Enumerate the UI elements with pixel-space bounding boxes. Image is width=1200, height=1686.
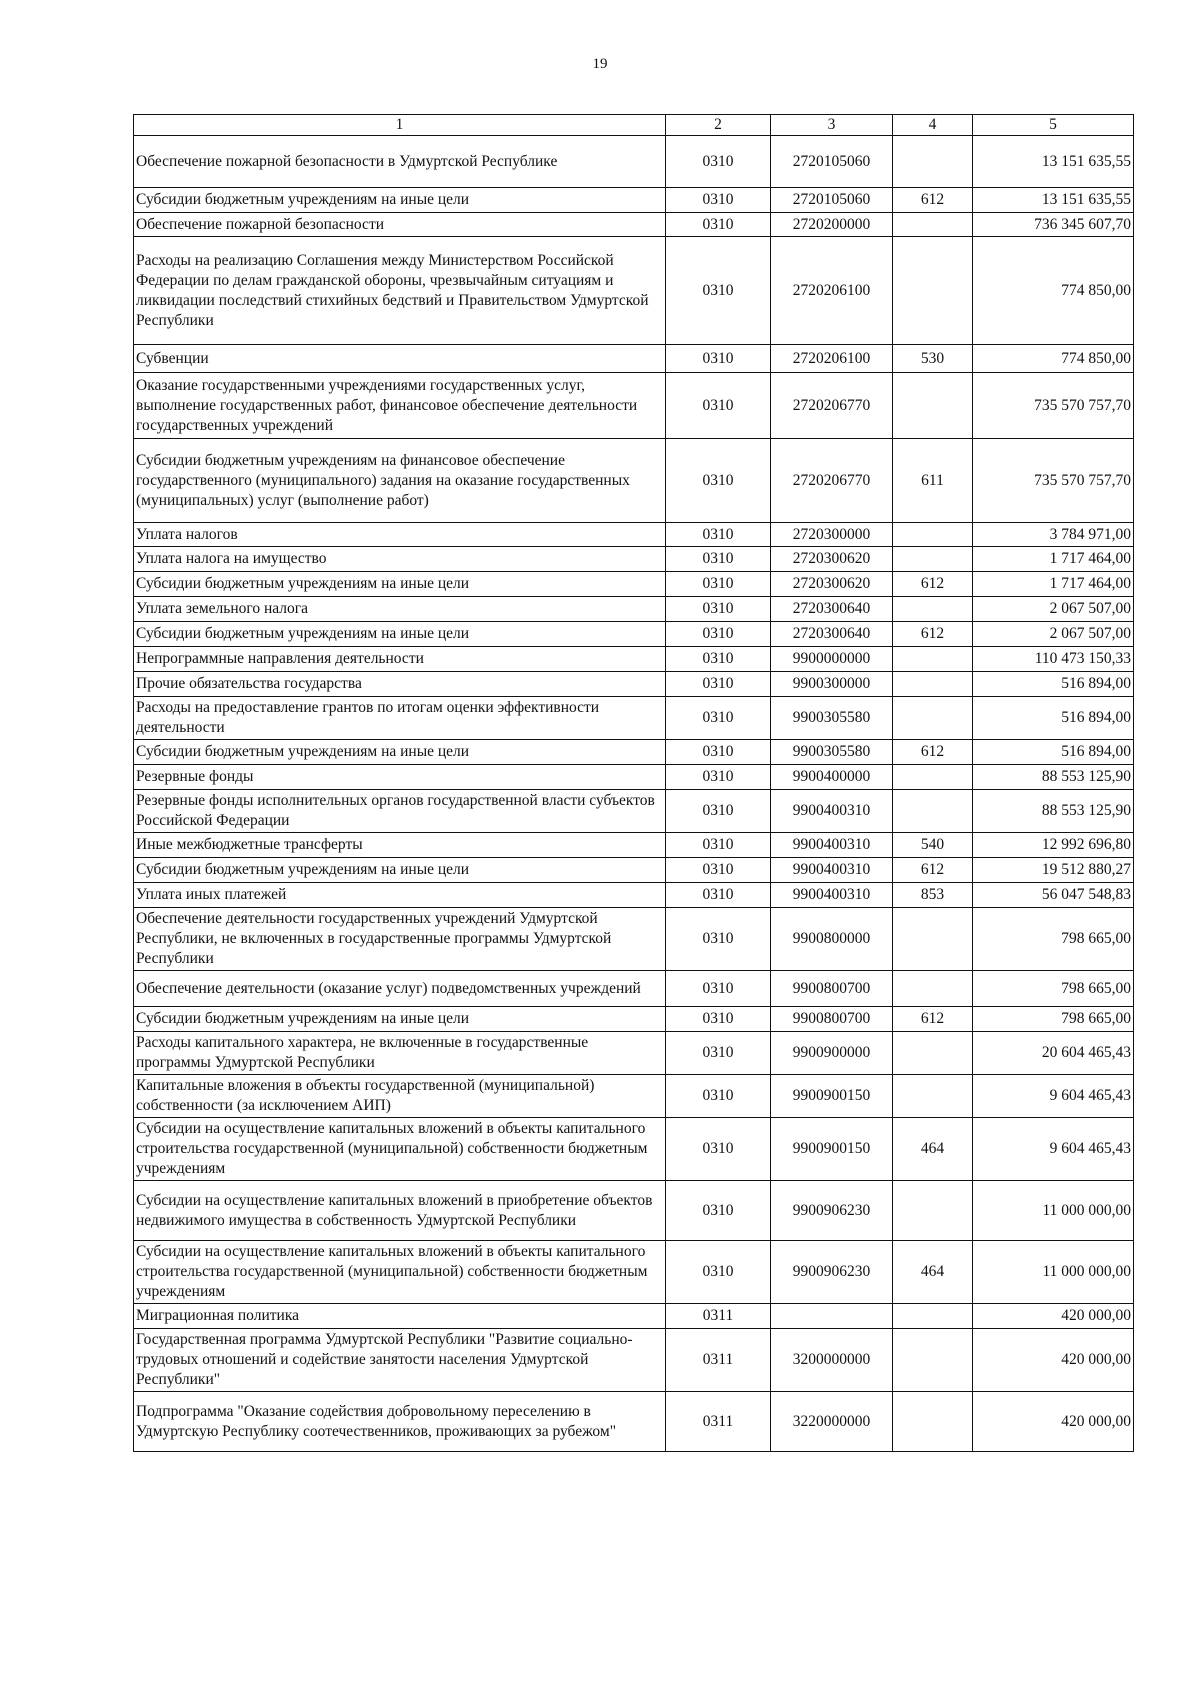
- row-name: Уплата налога на имущество: [134, 547, 666, 572]
- table-row: [134, 765, 1134, 790]
- table-row: [134, 858, 1134, 883]
- row-expense-type: [893, 547, 973, 572]
- row-name: Прочие обязательства государства: [134, 672, 666, 697]
- row-amount: 1 717 464,00: [973, 572, 1134, 597]
- row-target-code: 9900900150: [771, 1118, 893, 1181]
- row-expense-type: [893, 1075, 973, 1118]
- row-target-code: 9900800000: [771, 908, 893, 971]
- row-expense-type: [893, 1181, 973, 1241]
- table-row: [134, 1007, 1134, 1032]
- table-row: [134, 213, 1134, 237]
- row-amount: 735 570 757,70: [973, 439, 1134, 523]
- row-name: Уплата иных платежей: [134, 883, 666, 908]
- row-name: Уплата налогов: [134, 523, 666, 547]
- row-expense-type: 612: [893, 1007, 973, 1032]
- table-row: [134, 697, 1134, 740]
- header-row: [134, 115, 1134, 136]
- table-row: [134, 908, 1134, 971]
- row-name: Субсидии на осуществление капитальных вложений в объекты капитального строительства государственной (муниципальной) собственности бюджетным учреждениям: [134, 1241, 666, 1304]
- row-name: Расходы капитального характера, не включенные в государственные программы Удмуртской Республики: [134, 1032, 666, 1075]
- row-expense-type: [893, 237, 973, 345]
- row-amount: 2 067 507,00: [973, 597, 1134, 622]
- row-name: Субсидии бюджетным учреждениям на иные цели: [134, 622, 666, 647]
- table-row: [134, 373, 1134, 439]
- row-amount: 516 894,00: [973, 740, 1134, 765]
- row-target-code: 2720300620: [771, 547, 893, 572]
- row-target-code: 9900300000: [771, 672, 893, 697]
- row-section-code: 0310: [666, 1118, 771, 1181]
- row-expense-type: 612: [893, 188, 973, 213]
- row-name: Резервные фонды: [134, 765, 666, 790]
- row-expense-type: 612: [893, 858, 973, 883]
- row-section-code: 0310: [666, 1181, 771, 1241]
- row-amount: 798 665,00: [973, 908, 1134, 971]
- header-col-1: 1: [134, 115, 666, 136]
- row-expense-type: [893, 1392, 973, 1452]
- table-row: [134, 523, 1134, 547]
- row-target-code: 9900906230: [771, 1181, 893, 1241]
- row-target-code: 2720300000: [771, 523, 893, 547]
- row-amount: 12 992 696,80: [973, 833, 1134, 858]
- row-expense-type: [893, 765, 973, 790]
- row-amount: 420 000,00: [973, 1329, 1134, 1392]
- row-name: Субсидии бюджетным учреждениям на финансовое обеспечение государственного (муниципального) задания на оказание государственных (муниципальных) услуг (выполнение работ): [134, 439, 666, 523]
- table-row: [134, 345, 1134, 373]
- row-expense-type: [893, 790, 973, 833]
- row-amount: 774 850,00: [973, 237, 1134, 345]
- row-expense-type: 612: [893, 622, 973, 647]
- table-row: [134, 237, 1134, 345]
- row-name: Иные межбюджетные трансферты: [134, 833, 666, 858]
- row-target-code: 9900906230: [771, 1241, 893, 1304]
- row-section-code: 0310: [666, 1007, 771, 1032]
- table-row: [134, 188, 1134, 213]
- row-section-code: 0311: [666, 1304, 771, 1329]
- header-col-5: 5: [973, 115, 1134, 136]
- row-expense-type: [893, 1032, 973, 1075]
- row-target-code: 9900800700: [771, 971, 893, 1007]
- row-amount: 420 000,00: [973, 1392, 1134, 1452]
- header-col-3: 3: [771, 115, 893, 136]
- row-name: Субсидии бюджетным учреждениям на иные цели: [134, 1007, 666, 1032]
- table-row: [134, 1329, 1134, 1392]
- row-section-code: 0310: [666, 237, 771, 345]
- row-name: Подпрограмма "Оказание содействия добровольному переселению в Удмуртскую Республику соотечественников, проживающих за рубежом": [134, 1392, 666, 1452]
- row-name: Субсидии на осуществление капитальных вложений в объекты капитального строительства государственной (муниципальной) собственности бюджетным учреждениям: [134, 1118, 666, 1181]
- row-target-code: 9900400310: [771, 790, 893, 833]
- row-amount: 56 047 548,83: [973, 883, 1134, 908]
- row-target-code: 2720105060: [771, 136, 893, 188]
- row-target-code: 9900305580: [771, 740, 893, 765]
- row-section-code: 0310: [666, 647, 771, 672]
- table-row: [134, 833, 1134, 858]
- table-row: [134, 547, 1134, 572]
- row-expense-type: [893, 373, 973, 439]
- row-expense-type: 853: [893, 883, 973, 908]
- row-name: Субсидии бюджетным учреждениям на иные цели: [134, 740, 666, 765]
- table-row: [134, 1181, 1134, 1241]
- row-name: Обеспечение пожарной безопасности в Удмуртской Республике: [134, 136, 666, 188]
- row-section-code: 0310: [666, 1241, 771, 1304]
- row-section-code: 0310: [666, 213, 771, 237]
- table-row: [134, 1032, 1134, 1075]
- row-name: Субсидии бюджетным учреждениям на иные цели: [134, 858, 666, 883]
- row-expense-type: [893, 908, 973, 971]
- row-name: Субвенции: [134, 345, 666, 373]
- row-section-code: 0310: [666, 622, 771, 647]
- row-section-code: 0310: [666, 136, 771, 188]
- row-name: Капитальные вложения в объекты государственной (муниципальной) собственности (за исключением АИП): [134, 1075, 666, 1118]
- row-expense-type: 464: [893, 1118, 973, 1181]
- row-target-code: 9900900000: [771, 1032, 893, 1075]
- row-section-code: 0310: [666, 1032, 771, 1075]
- row-amount: 774 850,00: [973, 345, 1134, 373]
- table-row: [134, 572, 1134, 597]
- row-expense-type: 612: [893, 740, 973, 765]
- row-target-code: 9900400310: [771, 858, 893, 883]
- row-amount: 1 717 464,00: [973, 547, 1134, 572]
- row-name: Резервные фонды исполнительных органов государственной власти субъектов Российской Федерации: [134, 790, 666, 833]
- row-expense-type: 540: [893, 833, 973, 858]
- table-row: [134, 971, 1134, 1007]
- row-expense-type: [893, 1304, 973, 1329]
- row-target-code: 2720300640: [771, 622, 893, 647]
- row-section-code: 0310: [666, 908, 771, 971]
- table-row: [134, 1118, 1134, 1181]
- header-col-2: 2: [666, 115, 771, 136]
- row-section-code: 0310: [666, 833, 771, 858]
- row-section-code: 0310: [666, 790, 771, 833]
- row-section-code: 0310: [666, 858, 771, 883]
- row-section-code: 0310: [666, 188, 771, 213]
- row-section-code: 0310: [666, 572, 771, 597]
- row-target-code: 2720206100: [771, 345, 893, 373]
- row-target-code: 9900900150: [771, 1075, 893, 1118]
- row-name: Обеспечение деятельности государственных учреждений Удмуртской Республики, не включенных в государственные программы Удмуртской Республики: [134, 908, 666, 971]
- row-target-code: 9900800700: [771, 1007, 893, 1032]
- row-amount: 2 067 507,00: [973, 622, 1134, 647]
- row-amount: 516 894,00: [973, 672, 1134, 697]
- row-expense-type: [893, 213, 973, 237]
- table-row: [134, 1075, 1134, 1118]
- table-row: [134, 439, 1134, 523]
- row-expense-type: [893, 597, 973, 622]
- row-amount: 13 151 635,55: [973, 188, 1134, 213]
- row-target-code: 9900400310: [771, 883, 893, 908]
- row-section-code: 0310: [666, 439, 771, 523]
- row-expense-type: 612: [893, 572, 973, 597]
- row-amount: 735 570 757,70: [973, 373, 1134, 439]
- row-name: Обеспечение деятельности (оказание услуг) подведомственных учреждений: [134, 971, 666, 1007]
- row-section-code: 0310: [666, 765, 771, 790]
- row-name: Субсидии бюджетным учреждениям на иные цели: [134, 188, 666, 213]
- row-amount: 736 345 607,70: [973, 213, 1134, 237]
- row-target-code: 3200000000: [771, 1329, 893, 1392]
- row-amount: 88 553 125,90: [973, 765, 1134, 790]
- row-target-code: 2720206770: [771, 439, 893, 523]
- row-expense-type: 611: [893, 439, 973, 523]
- row-expense-type: [893, 136, 973, 188]
- row-target-code: 2720105060: [771, 188, 893, 213]
- row-name: Миграционная политика: [134, 1304, 666, 1329]
- row-amount: 11 000 000,00: [973, 1181, 1134, 1241]
- table-row: [134, 647, 1134, 672]
- row-name: Расходы на реализацию Соглашения между Министерством Российской Федерации по делам гражданской обороны, чрезвычайным ситуациям и ликвидации последствий стихийных бедствий и Правительством Удмуртской Республики: [134, 237, 666, 345]
- row-expense-type: 464: [893, 1241, 973, 1304]
- table-row: [134, 883, 1134, 908]
- row-amount: 798 665,00: [973, 1007, 1134, 1032]
- row-expense-type: [893, 971, 973, 1007]
- row-amount: 110 473 150,33: [973, 647, 1134, 672]
- row-target-code: 9900400000: [771, 765, 893, 790]
- row-amount: 9 604 465,43: [973, 1075, 1134, 1118]
- table-row: [134, 1392, 1134, 1452]
- row-amount: 9 604 465,43: [973, 1118, 1134, 1181]
- row-target-code: 9900000000: [771, 647, 893, 672]
- row-expense-type: [893, 697, 973, 740]
- table-body: [134, 136, 1134, 1452]
- row-amount: 19 512 880,27: [973, 858, 1134, 883]
- header-col-4: 4: [893, 115, 973, 136]
- row-target-code: 3220000000: [771, 1392, 893, 1452]
- page-number: 19: [592, 56, 608, 72]
- row-name: Оказание государственными учреждениями государственных услуг, выполнение государственных работ, финансовое обеспечение деятельности государственных учреждений: [134, 373, 666, 439]
- row-section-code: 0310: [666, 1075, 771, 1118]
- table-row: [134, 136, 1134, 188]
- row-target-code: 2720300640: [771, 597, 893, 622]
- row-amount: 20 604 465,43: [973, 1032, 1134, 1075]
- row-target-code: 9900305580: [771, 697, 893, 740]
- row-amount: 516 894,00: [973, 697, 1134, 740]
- row-target-code: [771, 1304, 893, 1329]
- row-target-code: 2720206100: [771, 237, 893, 345]
- row-amount: 13 151 635,55: [973, 136, 1134, 188]
- row-expense-type: 530: [893, 345, 973, 373]
- table-row: [134, 740, 1134, 765]
- row-name: Расходы на предоставление грантов по итогам оценки эффективности деятельности: [134, 697, 666, 740]
- row-amount: 798 665,00: [973, 971, 1134, 1007]
- row-section-code: 0310: [666, 740, 771, 765]
- table-row: [134, 597, 1134, 622]
- row-expense-type: [893, 1329, 973, 1392]
- row-name: Уплата земельного налога: [134, 597, 666, 622]
- row-amount: 420 000,00: [973, 1304, 1134, 1329]
- row-section-code: 0310: [666, 547, 771, 572]
- row-expense-type: [893, 523, 973, 547]
- table-header: [134, 115, 1134, 136]
- row-section-code: 0310: [666, 672, 771, 697]
- table-row: [134, 1241, 1134, 1304]
- row-target-code: 2720200000: [771, 213, 893, 237]
- budget-table: [133, 114, 1134, 1452]
- row-section-code: 0310: [666, 345, 771, 373]
- row-name: Обеспечение пожарной безопасности: [134, 213, 666, 237]
- row-section-code: 0310: [666, 373, 771, 439]
- row-name: Субсидии на осуществление капитальных вложений в приобретение объектов недвижимого имущества в собственность Удмуртской Республики: [134, 1181, 666, 1241]
- row-amount: 3 784 971,00: [973, 523, 1134, 547]
- row-amount: 11 000 000,00: [973, 1241, 1134, 1304]
- row-name: Субсидии бюджетным учреждениям на иные цели: [134, 572, 666, 597]
- row-section-code: 0310: [666, 697, 771, 740]
- table-row: [134, 672, 1134, 697]
- row-target-code: 2720300620: [771, 572, 893, 597]
- row-target-code: 9900400310: [771, 833, 893, 858]
- row-section-code: 0311: [666, 1329, 771, 1392]
- row-expense-type: [893, 647, 973, 672]
- row-expense-type: [893, 672, 973, 697]
- table-row: [134, 790, 1134, 833]
- row-section-code: 0310: [666, 971, 771, 1007]
- row-name: Государственная программа Удмуртской Республики "Развитие социально-трудовых отношений и содействие занятости населения Удмуртской Республики": [134, 1329, 666, 1392]
- row-section-code: 0311: [666, 1392, 771, 1452]
- row-target-code: 2720206770: [771, 373, 893, 439]
- table-row: [134, 622, 1134, 647]
- row-section-code: 0310: [666, 883, 771, 908]
- row-name: Непрограммные направления деятельности: [134, 647, 666, 672]
- row-section-code: 0310: [666, 523, 771, 547]
- row-section-code: 0310: [666, 597, 771, 622]
- table-row: [134, 1304, 1134, 1329]
- row-amount: 88 553 125,90: [973, 790, 1134, 833]
